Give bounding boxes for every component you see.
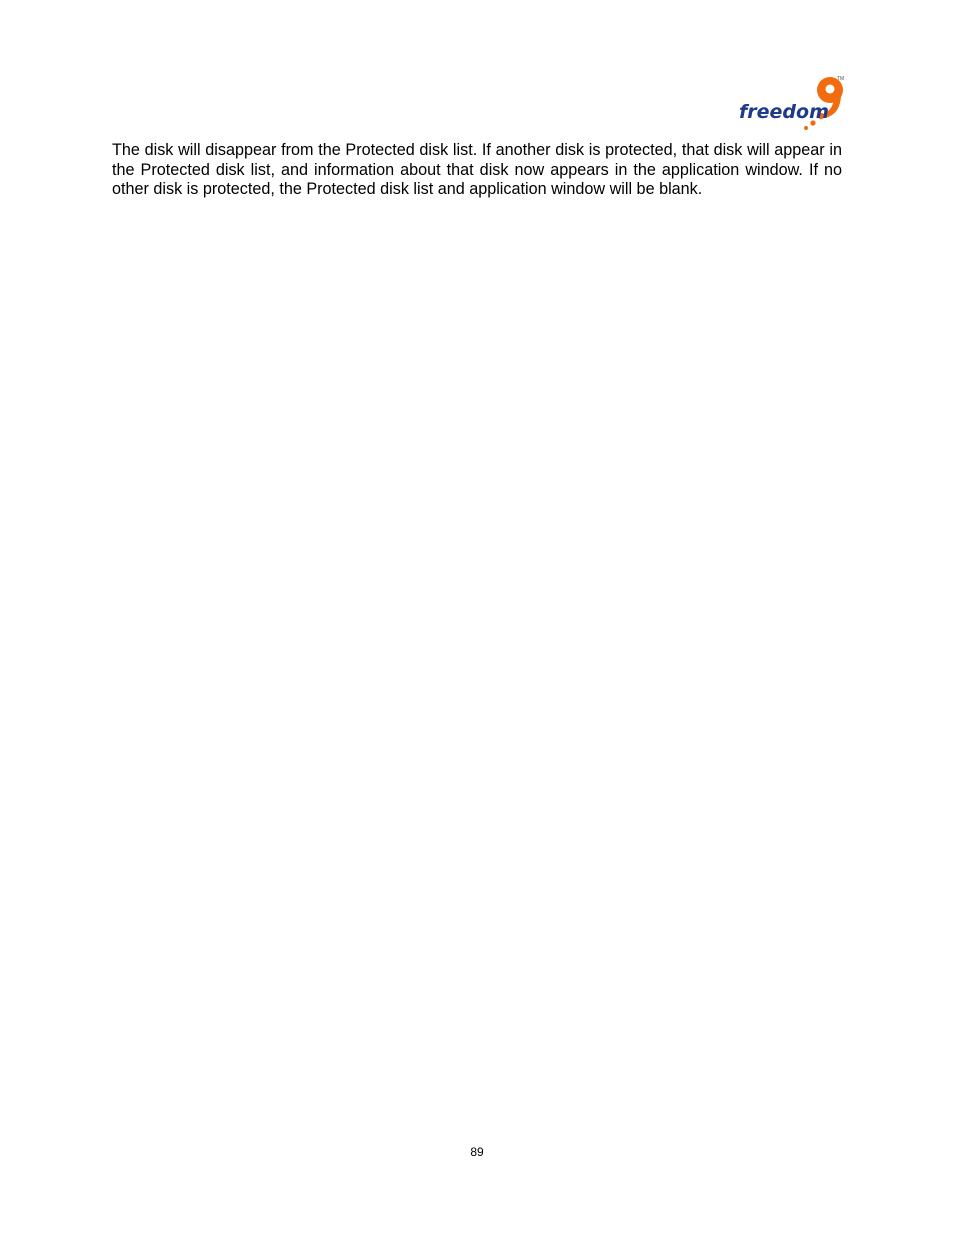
freedom9-logo bbox=[737, 72, 847, 134]
page-number: 89 bbox=[470, 1145, 484, 1159]
logo-dot-3 bbox=[804, 126, 808, 130]
freedom9-logo-icon bbox=[737, 72, 847, 134]
logo-trademark: TM bbox=[837, 76, 845, 82]
logo-nine-counter bbox=[826, 85, 835, 94]
body-paragraph: The disk will disappear from the Protected disk list. If another disk is protected, that disk will appear in the Protected disk list, and information about that disk now appears in the application window. If no other disk is protected, the Protected disk list and application window will be blank. bbox=[112, 141, 842, 199]
logo-wordmark: freedom bbox=[739, 101, 829, 123]
